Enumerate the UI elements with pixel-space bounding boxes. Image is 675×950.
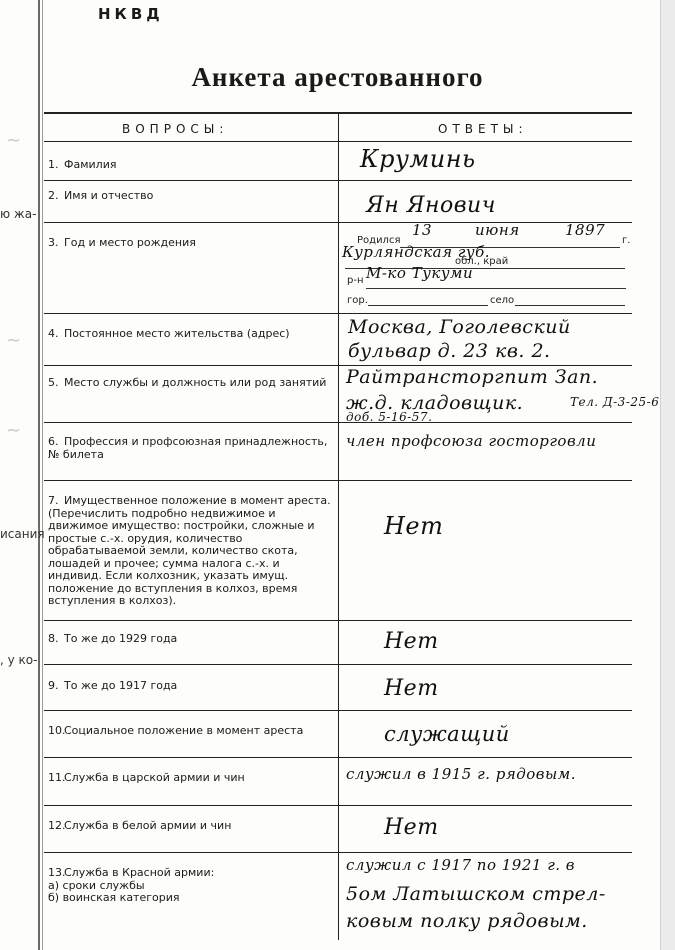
answer-workplace-line1: Райтрансторгпит Зап. [346, 366, 599, 388]
answer-red-army-line2: 5ом Латышском стрел- [346, 883, 606, 905]
question-row [48, 190, 333, 203]
margin-smudge: ~ [6, 420, 22, 441]
answers-header: ОТВЕТЫ: [438, 122, 528, 136]
underline [515, 305, 625, 306]
answer-property-1929: Нет [384, 629, 439, 654]
question-row [48, 867, 333, 905]
answer-workplace-ext: доб. 5-16-57. [346, 410, 433, 424]
answer-social-status: служащий [384, 722, 510, 746]
answer-birth-district: М-ко Тукуми [366, 264, 474, 282]
question-text: Фамилия [64, 158, 117, 171]
answer-name-patronymic: Ян Янович [366, 193, 496, 218]
question-row [48, 633, 333, 646]
question-number: 6. [48, 435, 59, 448]
questions-header: ВОПРОСЫ: [122, 122, 229, 136]
birth-label-village: село [490, 295, 515, 306]
answer-property-1917: Нет [384, 676, 439, 701]
question-text: Служба в царской армии и чин [64, 771, 245, 784]
underline [366, 288, 626, 289]
answer-red-army-line3: ковым полку рядовым. [346, 910, 588, 932]
question-number: 3. [48, 236, 59, 249]
question-text: Постоянное место жительства (адрес) [64, 327, 290, 340]
question-text: Место службы и должность или род занятий [64, 376, 327, 389]
answer-birth-region: Курляндская губ. [342, 243, 490, 261]
question-row [48, 820, 333, 833]
question-text: То же до 1917 года [64, 679, 178, 692]
answer-address-line2: бульвар д. 23 кв. 2. [348, 340, 551, 362]
question-text: Социальное положение в момент ареста [64, 724, 304, 737]
question-text: Имущественное положение в момент ареста. (Перечислить подробно недвижимое и движимое имущество: постройки, сложные и простые с.-х. орудия, количество обрабатываемой земли, количество скота, лошадей и прочее; сумма налога с.-х. и индивид. Если колхозник, указать имущ. положение до вступления в колхоз, время вступления в колхоз). [48, 494, 331, 607]
organization-name: НКВД [98, 5, 164, 23]
question-number: 12. [48, 819, 66, 832]
margin-fragment: ю жа- [0, 207, 37, 221]
answer-birth-day: 13 [412, 221, 433, 239]
margin-smudge: ~ [6, 330, 22, 351]
question-number: 10. [48, 724, 66, 737]
question-text: То же до 1929 года [64, 632, 178, 645]
page-right-edge [660, 0, 675, 950]
answer-property: Нет [384, 512, 444, 540]
question-number: 1. [48, 158, 59, 171]
question-text: Служба в Красной армии: а) сроки службы б) воинская категория [48, 866, 215, 904]
question-number: 7. [48, 494, 59, 507]
underline [368, 305, 488, 306]
margin-smudge: ~ [6, 130, 22, 151]
question-number: 5. [48, 376, 59, 389]
question-number: 8. [48, 632, 59, 645]
answer-workplace-line2: ж.д. кладовщик. [346, 392, 524, 414]
page-margin-line-inner [42, 0, 43, 950]
question-row [48, 377, 333, 390]
answer-address-line1: Москва, Гоголевский [348, 316, 571, 338]
question-row [48, 237, 333, 250]
question-row [48, 328, 333, 341]
birth-label-krai: обл., край [455, 256, 509, 267]
question-row [48, 436, 333, 461]
question-row [48, 725, 333, 738]
question-number: 9. [48, 679, 59, 692]
margin-fragment: исания [0, 527, 45, 541]
answer-workplace-phone: Тел. Д-3-25-6 [570, 395, 660, 409]
question-text: Служба в белой армии и чин [64, 819, 232, 832]
question-row [48, 680, 333, 693]
document-title: Анкета арестованного [191, 62, 484, 92]
answer-surname: Круминь [360, 145, 476, 173]
answer-birth-year: 1897 [565, 221, 606, 239]
answer-red-army-line1: служил с 1917 по 1921 г. в [346, 856, 576, 874]
birth-label-born: Родился [357, 235, 401, 246]
answer-profession: член профсоюза госторговли [346, 432, 597, 450]
question-number: 4. [48, 327, 59, 340]
answer-tsarist-army: служил в 1915 г. рядовым. [346, 765, 576, 783]
margin-fragment: , у ко- [0, 653, 38, 667]
question-row [48, 159, 333, 172]
question-number: 11. [48, 771, 66, 784]
question-row [48, 772, 333, 785]
question-text: Год и место рождения [64, 236, 196, 249]
question-row [48, 495, 333, 608]
birth-label-year: г. [622, 235, 631, 246]
question-number: 13. [48, 866, 66, 879]
question-text: Имя и отчество [64, 189, 154, 202]
answer-white-army: Нет [384, 815, 439, 840]
column-divider [338, 113, 339, 940]
answer-birth-month: июня [475, 221, 520, 239]
question-number: 2. [48, 189, 59, 202]
page-margin-line [38, 0, 40, 950]
birth-label-district: р-н [347, 275, 364, 286]
birth-label-city: гор. [347, 295, 368, 306]
question-text: Профессия и профсоюзная принадлежность, № билета [48, 435, 328, 461]
